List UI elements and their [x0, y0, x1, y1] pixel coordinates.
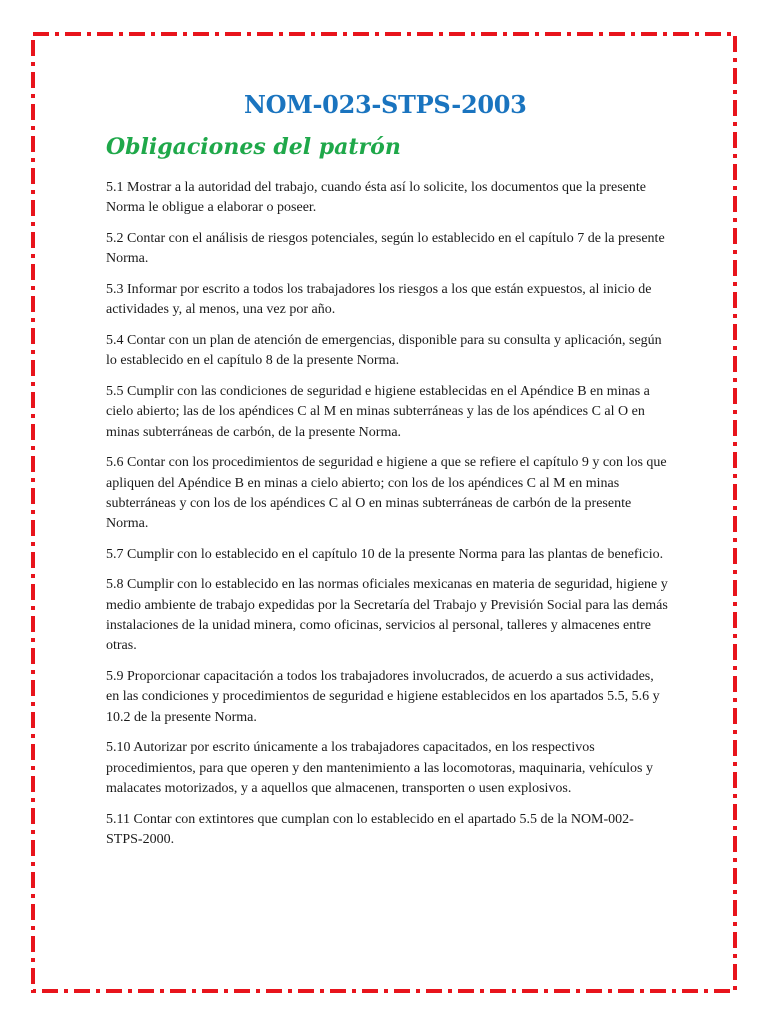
obligation-item: 5.7 Cumplir con lo establecido en el capítulo 10 de la presente Norma para las plantas de beneficio. — [106, 546, 664, 562]
obligation-item: 5.6 Contar con los procedimientos de seguridad e higiene a que se refiere el capítulo 9 y con los que apliquen del Apéndice B en minas a cielo abierto; con los de los apéndices C al M en minas subterráneas y con los de los apéndices C al O en minas subterráneas de carbón de la presente Norma. — [106, 455, 667, 532]
obligation-item: 5.3 Informar por escrito a todos los trabajadores los riesgos a los que están expuestos, al inicio de actividades y, al menos, una vez por año. — [106, 281, 652, 318]
obligation-item: 5.4 Contar con un plan de atención de emergencias, disponible para su consulta y aplicación, según lo establecido en el capítulo 8 de la presente Norma. — [106, 332, 662, 369]
obligation-item: 5.8 Cumplir con lo establecido en las normas oficiales mexicanas en materia de seguridad, higiene y medio ambiente de trabajo expedidas por la Secretaría del Trabajo y Previsión Social para las demás instalaciones de la unidad minera, como oficinas, servicios al personal, talleres y almacenes entre otras. — [106, 577, 668, 654]
obligation-item: 5.11 Contar con extintores que cumplan con lo establecido en el apartado 5.5 de la NOM-002-STPS-2000. — [106, 811, 634, 847]
section-heading: Obligaciones del patrón — [106, 134, 401, 160]
obligation-item: 5.10 Autorizar por escrito únicamente a los trabajadores capacitados, en los respectivos procedimientos, para que operen y den mantenimiento a las locomotoras, maquinaria, vehículos y malacates motorizados, y a aquellos que almacenen, transporten o usen explosivos. — [106, 740, 653, 796]
obligations-list — [106, 178, 668, 861]
obligation-item: 5.1 Mostrar a la autoridad del trabajo, cuando ésta así lo solicite, los documentos que la presente Norma le obligue a elaborar o poseer. — [106, 180, 647, 216]
obligation-item: 5.2 Contar con el análisis de riesgos potenciales, según lo establecido en el capítulo 7 de la presente Norma. — [106, 230, 665, 267]
obligation-item: 5.9 Proporcionar capacitación a todos los trabajadores involucrados, de acuerdo a sus actividades, en las condiciones y procedimientos de seguridad e higiene establecidos en los apartados 5.5, 5.6 y 10.2 de la presente Norma. — [106, 669, 660, 725]
obligation-item: 5.5 Cumplir con las condiciones de seguridad e higiene establecidas en el Apéndice B en minas a cielo abierto; las de los apéndices C al M en minas subterráneas y las de los apéndices C al O en minas subterráneas de carbón, de la presente Norma. — [106, 383, 650, 440]
document-title: NOM-023-STPS-2003 — [244, 90, 527, 119]
